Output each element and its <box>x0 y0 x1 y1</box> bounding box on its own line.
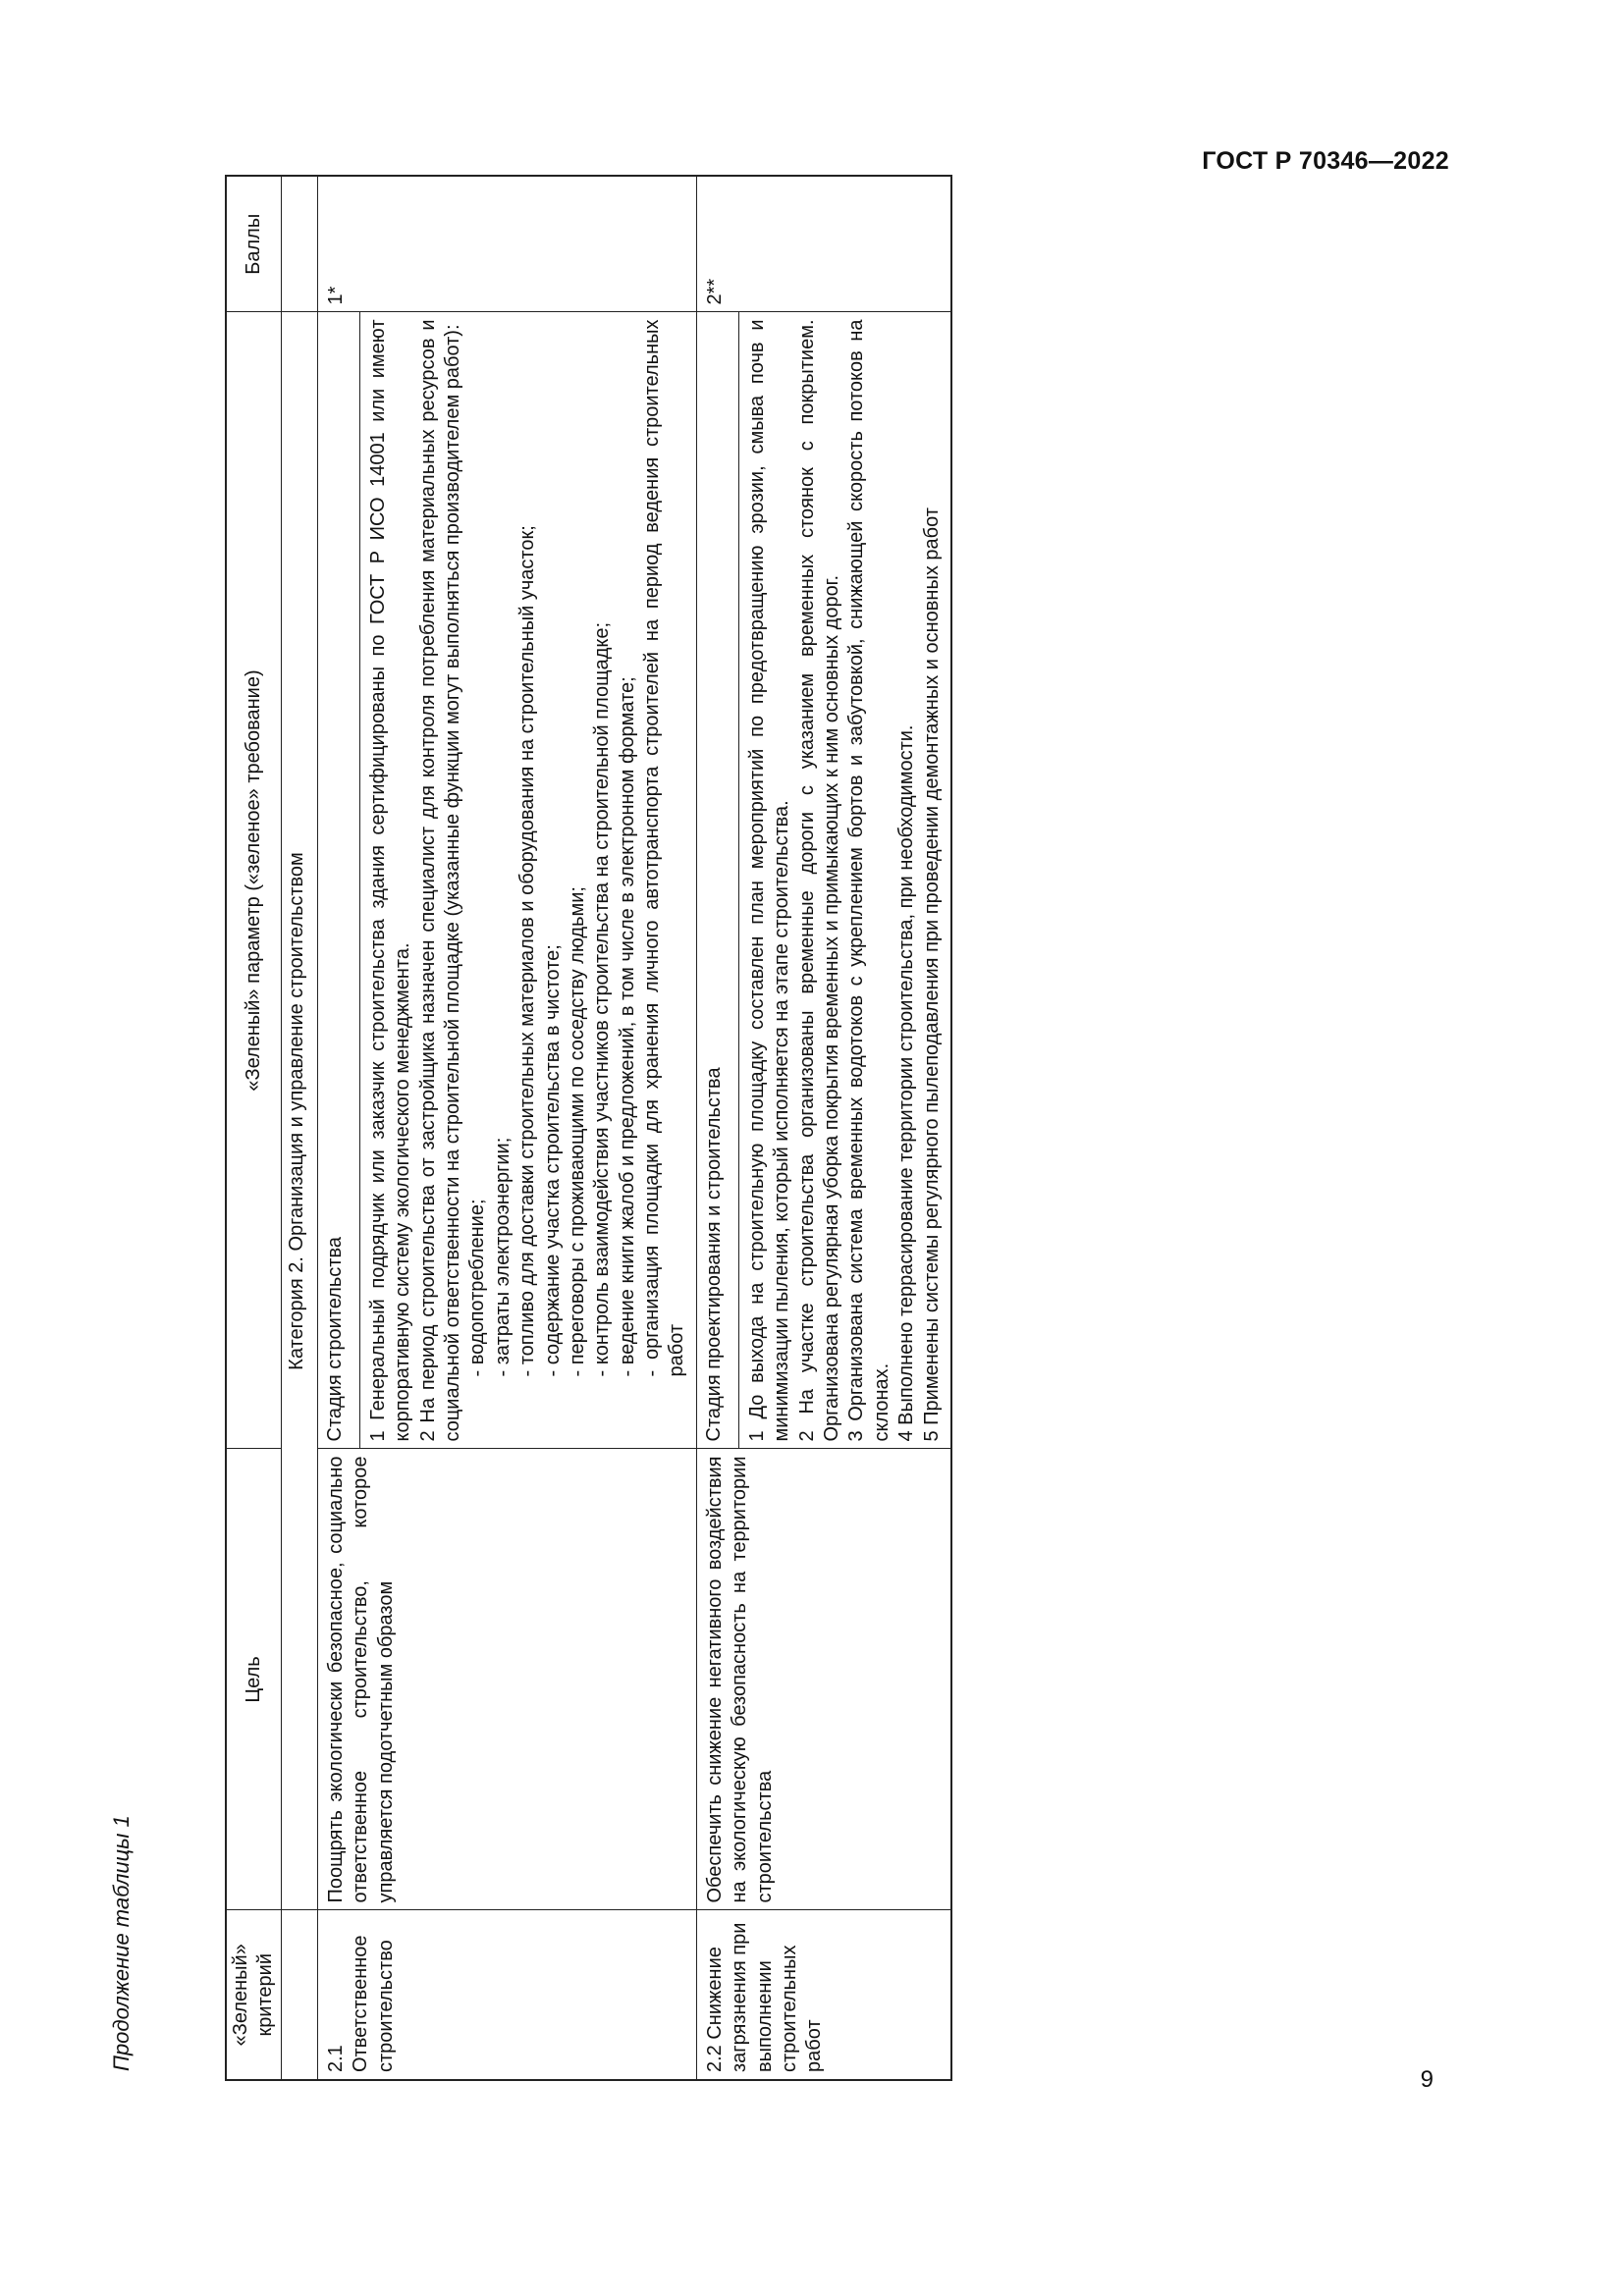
table-header-row <box>226 176 281 2080</box>
requirement-item: 4 Выполнено террасирование территории строительства, при необходимости. <box>895 724 918 1442</box>
goal-cell: Поощрять экологически безопасное, социально ответственное строительство, которое управляется подотчетным образом <box>317 1449 696 1910</box>
requirement-subitem: - организация площадки для хранения личного автотранспорта строителей на период ведения строительных работ <box>641 319 688 1377</box>
table-row <box>317 176 359 2080</box>
criteria-table <box>225 175 952 2081</box>
requirement-subitem: - топливо для доставки строительных материалов и оборудования на строительный участок; <box>516 525 539 1377</box>
requirement-item: 1 Генеральный подрядчик или заказчик строительства здания сертифицированы по ГОСТ Р ИСО 14001 или имеют корпоративную систему экологического менеджмента. <box>366 319 414 1442</box>
criterion-cell: 2.1 Ответственное строительство <box>317 1910 696 2080</box>
stage-cell: Стадия строительства <box>317 312 359 1449</box>
requirement-subitem: - содержание участка строительства в чистоте; <box>541 944 564 1377</box>
col-header-parameter: «Зеленый» параметр («зеленое» требование) <box>226 312 281 1449</box>
points-cell: 1* <box>317 176 696 312</box>
requirements-cell <box>359 312 696 1449</box>
points-cell: 2** <box>696 176 951 312</box>
requirement-subitem: - ведение книги жалоб и предложений, в том числе в электронном формате; <box>616 676 638 1377</box>
requirement-item: 3 Организована система временных водотоков с укреплением бортов и забутовкой, снижающей скорость потоков на склонах. <box>845 319 893 1442</box>
page-number: 9 <box>1420 2066 1434 2093</box>
requirement-item: 5 Применены системы регулярного пылеподавления при проведении демонтажных и основных работ <box>920 507 943 1442</box>
requirement-subitem: - водопотребление; <box>466 1199 489 1377</box>
requirement-subitem: - затраты электроэнергии; <box>491 1137 514 1377</box>
rotated-table-area <box>109 177 1150 2081</box>
col-header-criterion: «Зеленый» критерий <box>226 1910 281 2080</box>
category-title: Категория 2. Организация и управление строительством <box>281 312 317 1910</box>
table-caption: Продолжение таблицы 1 <box>109 1815 134 2071</box>
requirement-item: 1 До выхода на строительную площадку составлен план мероприятий по предотвращению эрозии, смыва почв и минимизации пыления, который исполняется на этапе строительства. <box>745 319 793 1442</box>
requirement-item: 2 На участке строительства организованы временные дороги с указанием временных стоянок с покрытием. Организована регулярная уборка покрытия временных и примыкающих к ним основных дорог. <box>795 319 843 1442</box>
standard-code: ГОСТ Р 70346—2022 <box>1202 147 1449 175</box>
requirement-item: 2 На период строительства от застройщика назначен специалист для контроля потребления материальных ресурсов и социальной ответственности на строительной площадке (указанные функции могут выполняться производителем работ): <box>416 319 463 1442</box>
stage-cell: Стадия проектирования и строительства <box>696 312 738 1449</box>
requirement-subitem: - переговоры с проживающими по соседству людьми; <box>566 886 588 1377</box>
col-header-points: Баллы <box>226 176 281 312</box>
criterion-cell: 2.2 Снижение загрязнения при выполнении строительных работ <box>696 1910 951 2080</box>
goal-cell: Обеспечить снижение негативного воздействия на экологическую безопасность на территории строительства <box>696 1449 951 1910</box>
requirements-cell <box>738 312 951 1449</box>
requirement-subitem: - контроль взаимодействия участников строительства на строительной площадке; <box>591 621 614 1377</box>
category-row <box>281 176 317 2080</box>
col-header-goal: Цель <box>226 1449 281 1910</box>
table-row <box>696 176 738 2080</box>
